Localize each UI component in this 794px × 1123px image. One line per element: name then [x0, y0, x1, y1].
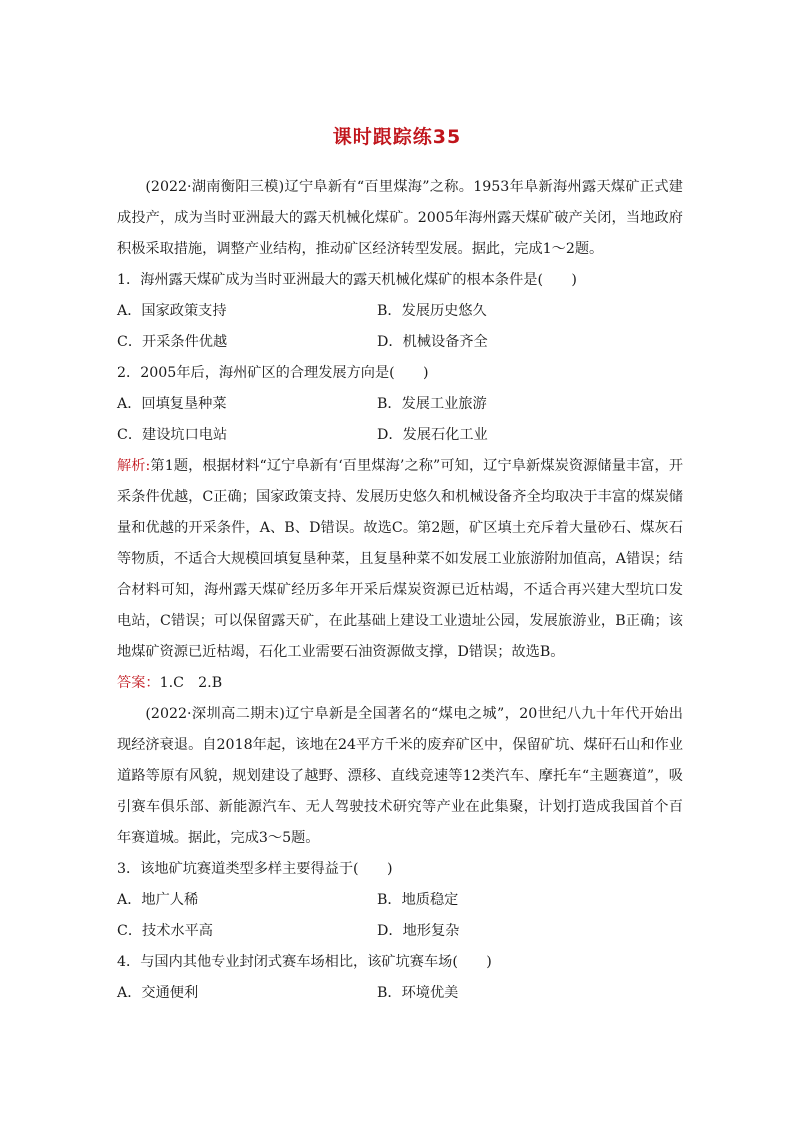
question-4-option-a: A．交通便利	[117, 985, 199, 1001]
question-2-options-row-1	[117, 389, 683, 420]
question-1-option-a: A．国家政策支持	[117, 303, 227, 319]
analysis-label: 解析:	[117, 458, 151, 474]
question-1-options-row-2	[117, 327, 683, 358]
question-3-stem: 3．该地矿坑赛道类型多样主要得益于( )	[117, 861, 393, 877]
content	[117, 172, 683, 1009]
question-2-options-row-2	[117, 420, 683, 451]
question-4-stem: 4．与国内其他专业封闭式赛车场相比，该矿坑赛车场( )	[117, 954, 492, 970]
analysis-text: 第1题，根据材料“辽宁阜新有‘百里煤海’之称”可知，辽宁阜新煤炭资源储量丰富，开采条件优越，C正确；国家政策支持、发展历史悠久和机械设备齐全均取决于丰富的煤炭储量和优越的开采条件，A、B、D错误。故选C。第2题，矿区填土充斥着大量砂石、煤灰石等物质，不适合大规模回填复垦种菜，且复垦种菜不如发展工业旅游附加值高，A错误；结合材料可知，海州露天煤矿经历多年开采后煤炭资源已近枯竭，不适合再兴建大型坑口发电站，C错误；可以保留露天矿，在此基础上建设工业遗址公园，发展旅游业，B正确；该地煤矿资源已近枯竭，石化工业需要石油资源做支撑，D错误；故选B。	[117, 458, 684, 660]
material-1: (2022·湖南衡阳三模)辽宁阜新有“百里煤海”之称。1953年阜新海州露天煤矿正式建成投产，成为当时亚洲最大的露天机械化煤矿。2005年海州露天煤矿破产关闭，当地政府积极采取措施，调整产业结构，推动矿区经济转型发展。据此，完成1～2题。	[117, 179, 683, 257]
answer-text: 1.C 2.B	[159, 675, 223, 691]
answer	[117, 668, 683, 699]
question-2-option-b: B．发展工业旅游	[377, 396, 487, 412]
question-2-option-a: A．回填复垦种菜	[117, 396, 227, 412]
question-4-option-b: B．环境优美	[377, 985, 459, 1001]
question-3-option-b: B．地质稳定	[377, 892, 459, 908]
question-3-options-row-2	[117, 916, 683, 947]
analysis	[117, 451, 683, 668]
question-1-stem: 1．海州露天煤矿成为当时亚洲最大的露天机械化煤矿的根本条件是( )	[117, 272, 577, 288]
question-2-option-d: D．发展石化工业	[377, 427, 488, 443]
question-1-option-d: D．机械设备齐全	[377, 334, 488, 350]
page-title: 课时跟踪练35	[332, 126, 462, 148]
question-2-stem: 2．2005年后，海州矿区的合理发展方向是( )	[117, 365, 429, 381]
question-3-options-row-1	[117, 885, 683, 916]
material-2: (2022·深圳高二期末)辽宁阜新是全国著名的“煤电之城”，20世纪八九十年代开始出现经济衰退。自2018年起，该地在24平方千米的废弃矿区中，保留矿坑、煤矸石山和作业道路等原有风貌，规划建设了越野、漂移、直线竞速等12类汽车、摩托车“主题赛道”，吸引赛车俱乐部、新能源汽车、无人驾驶技术研究等产业在此集聚，计划打造成我国首个百年赛道城。据此，完成3～5题。	[117, 706, 683, 846]
question-3-option-c: C．技术水平高	[117, 923, 213, 939]
question-1-option-c: C．开采条件优越	[117, 334, 228, 350]
question-3-option-d: D．地形复杂	[377, 923, 460, 939]
question-1-options-row-1	[117, 296, 683, 327]
question-4-options-row-1	[117, 978, 683, 1009]
answer-label: 答案：	[117, 675, 160, 691]
question-1-option-b: B．发展历史悠久	[377, 303, 487, 319]
question-3-option-a: A．地广人稀	[117, 892, 199, 908]
question-2-option-c: C．建设坑口电站	[117, 427, 228, 443]
